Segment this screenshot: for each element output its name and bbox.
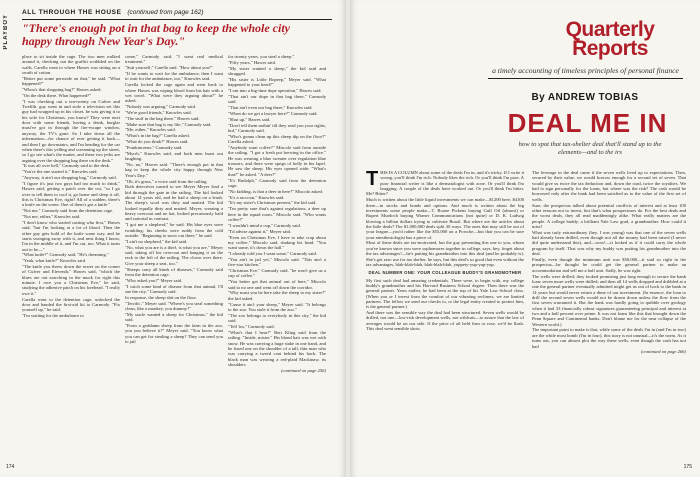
body-paragraph: "Shut up," Hawes said. xyxy=(228,116,271,122)
body-paragraph: "My sister wanted a sheep," the kid said and shrugged. xyxy=(228,65,326,77)
body-paragraph: "No, no," Hawes said. "There's enough pot in that bag to keep the whole city happy through New Year's Day." xyxy=(125,162,223,178)
body-paragraph: "Fifty years," Hawes said. xyxy=(228,59,277,65)
body-paragraph: The wells were drilled; they looked promising just long enough to secure the bank loan; seven more wells were drilled; and then all 14 wells dropped and dribbled at a rate the general partner eventually admitted might get us out of hock to the bank in 14 years but would never return a dime of our investment. (In essence, the loan to drill the second seven wells would not be drawn down unless the flow from the first seven warranted it. But the bank was hardly going to quibble over geology when it had 33 financially robust signatures guaranteeing principal and interest at two and a half percent over prime. It was not loans like this that brought down the Penn Square and Continental banks. Don't blame me for the near collapse of the Western world.) xyxy=(532,273,686,327)
body-paragraph: "You're the one started it," Knowles said. xyxy=(22,169,98,175)
body-paragraph: "Nobody was arguing," Carmody said. xyxy=(125,104,197,110)
body-paragraph: "Terrific," Meyer said. "Where's you steal something clean, like a monkey, you dummy?" xyxy=(125,300,223,311)
body-paragraph: "It's Rudolph," Carmody said from the detention cage. xyxy=(228,177,326,188)
body-paragraph: Much is written about the little liquid investments we can make—$1200 here, $4100 there—in stocks and bonds and options. And much is written about the big investments some people make—T. Boone Pickens buying Gulf Oil (almost) or Rupert Murdoch buying Warner Communications (not quite) or D. K. Ludwig blowing a billion dollars trying to cultivate Brazil. But where are the articles about the little deals? The $1,000,000 deals split 30 ways. The ones that may still be out of your league—you'd rather like the $55,000 on a Porsche—but that you can be sure your anesthesiologist has a piece of. xyxy=(366,197,524,240)
body-paragraph: for twenty years, you steal a sheep." xyxy=(228,54,295,59)
page-number-right: 175 xyxy=(683,464,692,470)
body-paragraph: "You better get that animal out of here," Miscolo said to no one and went off down the corridor. xyxy=(228,279,326,290)
department-title xyxy=(545,20,675,58)
body-paragraph: "I catch some kind of disease from that animal, I'll sue the city," Carmody said. xyxy=(125,283,223,294)
right-column-2 xyxy=(532,170,686,466)
body-paragraph: "Don't tell them nothin' till they read you your rights, kid," Carmody said. xyxy=(228,122,326,133)
body-paragraph: "My uncle wanted a sheep for Christmas," the kid said. xyxy=(125,311,223,323)
body-paragraph: "Me, either," Knowles said. xyxy=(125,127,176,133)
body-paragraph: Sure, the prospectus talked about potential conflicts of interest and at least 100 other reasons not to invest, but that's what prospectuses do. For the best deals and the worst deals, they all read maddeningly alike. What really matters are the people. A college buddy, a brilliant Yale Law grad, a grandmother. How could it miss? xyxy=(532,202,686,229)
drop-cap: T xyxy=(366,170,379,190)
body-paragraph: "No kidding, is that a deer in here?" Miscolo asked. xyxy=(228,188,323,194)
body-paragraph: "It's my sister's Christmas present," the kid said. xyxy=(228,200,317,206)
body-paragraph: "It was all over hell," Carmody said to the desk. xyxy=(22,163,111,169)
body-paragraph: "Myrrh," Knowles said, and both men burst out laughing. xyxy=(125,150,223,162)
body-paragraph: "Who's gonna clean up this sheep dip on the floor?" Carella asked. xyxy=(228,133,326,145)
body-paragraph: "Cause it ain't your sheep," Meyer said. "It belongs to the zoo. You stole it from the zoo." xyxy=(228,301,326,312)
body-paragraph: And there was the sensible way the deal had been structured. Seven wells would be drilled, not one—low-risk development wells, not wildcats—to assure that the law of averages would be on our side. If the price of oil held firm or rose, we'd be flush. This deal went sensible shots. xyxy=(366,310,524,332)
body-paragraph: "Not me," Carmody said from the detention cage. xyxy=(22,208,114,214)
body-paragraph: "That ain't our dope in that bag there," Carmody said. xyxy=(228,93,326,105)
body-paragraph: "You ain't in jail yet," Miscolo said. "This ain't a five-star kitchen." xyxy=(228,256,326,268)
right-page xyxy=(350,0,700,477)
right-column-1 xyxy=(366,170,524,466)
body-paragraph: In response, the sheep shit on the floor. xyxy=(125,294,197,300)
body-paragraph: place to sit inside the cage. The two men walked around it, checking out the graffiti scribbled on the walls. Carella went to where Hawes was sitting on a swath of cotton. xyxy=(22,54,120,76)
body-paragraph: "I figure it's just two guys had too much to drink," Hawes said, getting a patch over the cut, "so I go over to tell them to cool it, go home and sleep it off, this is Christmas Eve, right? All of a sudden, there's a knife on the scene. One of them's got a knife." xyxy=(22,180,120,208)
byline: By ANDREW TOBIAS xyxy=(531,92,639,103)
body-paragraph: "I got me a shepherd," he said. His blue eyes were twinkling; his cheeks were ruddy from the cold outside. "Beginning to snow out there," he said. xyxy=(125,222,223,238)
body-paragraph: "Better put some peroxide on that," he said. "What happened?" xyxy=(22,75,120,87)
body-paragraph: "I ain't no shepherd," the kid said. xyxy=(125,238,188,244)
pull-quote: "There's enough pot in that bag to keep the whole city happy through New Year's Day." xyxy=(22,21,291,48)
body-paragraph: "If he wants to wait for the ambulance, then I want to wait for the ambulance, too," Knowles said. xyxy=(125,71,223,82)
body-paragraph xyxy=(366,170,524,197)
headline: DEAL ME IN xyxy=(507,108,668,138)
tagline-rule xyxy=(488,78,683,79)
body-paragraph: "That ain't even our bag there," Knowles said. xyxy=(228,105,313,111)
left-page xyxy=(0,0,346,477)
body-paragraph: "We're good friends," Knowles said. xyxy=(125,109,192,115)
body-paragraph: "I'd advise against it," Meyer said. xyxy=(228,228,292,234)
body-paragraph: "I was checking out a ten-twenty on Culver and Twelfth, guy went in and stole a television set this guy had wrapped up in his closet, he was giving it to his wife for Christmas, you know? They were next door with some friends, having a drink, burglar must've got in through the fire-escape window, anyway, the TV's gone. So I take down all the information—for chance of ever getting it back—and then I go downstairs, and I'm heading for the car when there's this yelling and screaming up the street, so I go see what's the matter, and these two jerks are arguing over the shopping bag there on the desk." xyxy=(22,98,120,163)
body-paragraph: "The zoo belongs to everybody in this city," the kid said. xyxy=(228,312,326,324)
running-head xyxy=(22,9,204,16)
page-number-left: 174 xyxy=(6,464,15,470)
left-column-3 xyxy=(228,54,326,466)
body-paragraph: "I'm pretty sure that's against regulations, a deer up here in the squad room," Miscolo said. "Who wants coffee?" xyxy=(228,206,326,222)
body-paragraph: come," Carmody said. "I want real medical treatment." xyxy=(125,54,223,65)
body-paragraph: "Who asked you?" Meyer said. xyxy=(125,277,183,283)
body-paragraph: "I ran into a big-time dope operation," Hawes said. xyxy=(228,88,322,94)
section-subhead: DEAL NUMBER ONE: YOUR COLLEAGUE BUDDY'S GRANDMOTHER xyxy=(368,270,522,276)
body-paragraph: "Sheeps carry all kinds of diseases," Carmody said from the detention cage. xyxy=(125,266,223,277)
body-paragraph: "No, what you are is a thief, is what you are," Meyer said, taking off his overcoat and hanging it on the rack to the left of the railing. The clown over there. Give your sheep a seat, too." xyxy=(125,244,223,266)
body-paragraph: "Yeah, what knife?" Knowles said. xyxy=(22,258,87,264)
body-paragraph: "Whoa's that shopping bag?" Hawes asked. xyxy=(22,87,102,93)
head-rule xyxy=(22,19,332,20)
body-paragraph: "The knife you threw down the sewer on the corner of Culver and Eleventh," Hawes said, "which the blues are out searching in the muck for right this minute. I owe you a Christmas Eve," he said, studying the adhesive patch on his forehead. "I really owe it." xyxy=(22,264,120,296)
body-paragraph: Both detectives turned to see Meyer Meyer lead a kid through the gate in the railing. The kid looked about 14 years old, and he had a sheep on a leash. The sheep's wool was dirty and matted. The kid looked equally dirty and matted. Meyer, wearing a heavy overcoat and no hat, looked precariously bald and sartorial in contrast. xyxy=(125,184,223,222)
body-paragraph: "Tell 'im," Carmody said. xyxy=(228,324,275,329)
body-paragraph: "What knife?" Carmody said. "He's dreaming." xyxy=(22,252,109,258)
department-title-line-1: Quarterly xyxy=(565,18,655,41)
body-paragraph: "What do you think?" Hawes said. xyxy=(125,139,189,145)
department-tagline: a timely accounting of timeless principles of personal finance xyxy=(492,66,679,75)
continued-on: (continued on page 266) xyxy=(640,349,686,355)
body-paragraph: "What's in the bag?" Carella asked. xyxy=(125,133,190,139)
body-paragraph: "What's that I hear?" Bert Kling said from the railing. "Inside, mister." His blond hair was wet with snow. He was carrying a huge stake in one hand, and he fused one on the shoulder of a tall, thin man who was carrying a tweed coat behind his back. The black man was wearing a red-plaid Mackinaw, its shoulders xyxy=(228,329,326,367)
body-paragraph: Carella went to the detention cage, unlocked the door and handed the first-aid kit to Carmody. "Fix yourself up," he said. xyxy=(22,296,120,313)
body-paragraph: "Oh, it's grass," a voice said from the railing. xyxy=(125,178,208,184)
body-paragraph: "Not me, either," Knowles said. xyxy=(22,213,81,219)
body-paragraph: "Anyway, it ain't our shopping bag," Carmody said. xyxy=(22,175,117,181)
body-paragraph: "I already told you I want some," Carmody said. xyxy=(228,251,317,257)
body-paragraph: Finally, even though the minimum unit was $50,000—it said so right in the prospectus—he thought he could get the general partner to make an accommodation and sell me a half unit. Sadly, he was right. xyxy=(532,257,686,273)
continued-on: (continued on page 256) xyxy=(280,367,326,373)
magazine-side-label: PLAYBOY xyxy=(3,14,9,50)
body-paragraph: "The stuff in the bag there," Hawes said. xyxy=(125,115,200,121)
body-paragraph: "On the desk there. What happened?" xyxy=(22,92,91,98)
body-paragraph: "I'm waiting for the ambulance to xyxy=(22,313,84,319)
body-paragraph: Most of these deals are tax-motivated, but the guy presenting this one to you, whom you've known since you were sophomores together in college, says, hey, forget about the tax advantages!—he's putting his grandmother into this deal (and he probably is). She's got zero use for tax shelter, he says, but this deal's so good that even without the tax advantages, blah-blah-blah, blah-blah-blah, yuppety-yup-yup-yup. xyxy=(366,240,524,267)
body-paragraph: "Even on Christmas Eve, I have to take crap about my coffee," Miscolo said, shaking his head. "You want some, it's down the hall." xyxy=(228,234,326,251)
body-paragraph: "Why must you be here take the sheep to my sister?" the kid asked. xyxy=(228,290,326,301)
body-paragraph: My first such deal had amazing credentials. There were, to begin with, my college buddy's grandmother and his Harvard Business School degree. Then there was the general partner. Years earlier, he had been at the top of his Yale Law School class. (When you or I invest from the comfort of our vibrating recliners, we are limited partners. The fellow we send our checks to, or the legal entity created to protect him, is the general partner.) xyxy=(366,277,524,310)
left-column-2 xyxy=(125,54,223,466)
continued-from: (continued from page 162) xyxy=(127,9,204,16)
lead-text: HIS IS A COLUMN about some of the deals I'm in, and it's tricky. If I write it wrong, you'll think I'm rich. Nobody likes the rich. Or you'll think I'm poor. A poor financial writer is like a dermatologist with acne. Or you'll think I'm bragging. A couple of the deals have worked out. Or you'll think I'm bitter. Me? Bitter? xyxy=(366,170,524,197)
body-paragraph: "Christmas Eve," Carmody said, "he won't give us a cup of coffee." xyxy=(228,268,326,279)
deck: how to spot that tax-shelter deal that'll stand up to the elements—and to the irs xyxy=(518,141,662,156)
body-paragraph: "Anybody want coffee?" Miscolo said from outside the railing. "I got a fresh pot brewing in the office." He was wearing a blue sweater over regulation blue trousers, and there were sprigs of holly in his lapel. He saw the sheep. His eyes opened wide. "What's that?" he asked. "A deer?" xyxy=(228,145,326,177)
body-paragraph: The important point to make is that, while some of the deals I'm in (and I'm in two) are the while most bomb (I'm in four), this story is not unusual—it's the norm. As it turns out, you can almost plot the way these wells, even though the cash has not had xyxy=(532,327,686,349)
department-title-line-2: Reports xyxy=(572,37,648,60)
body-paragraph: What was truly extraordinary (hey, I was young) was that one of the seven wells had already been drilled, even though not all the money had been raised (I never did quite understand this), and—wow!—it looked as if it could carry the whole program by itself. That was why my buddy was putting his grandmother into the deal. xyxy=(532,229,686,257)
body-paragraph: "It's a raccoon," Knowles said. xyxy=(228,194,285,200)
body-paragraph: "I wouldn't mind a cup," Carmody said. xyxy=(228,222,301,228)
body-paragraph: "Make sure that bag is my life," Carmody said. xyxy=(125,121,212,127)
body-paragraph: Carella locked the cage again and went back to where Hawes was wiping blood from his hair with a wet towel. "What were they arguing about?" he asked. xyxy=(125,82,223,104)
section-title: ALL THROUGH THE HOUSE xyxy=(22,9,122,16)
body-paragraph: "I don't know who started cutting who first," Hawes said, "but I'm looking at a lot of blood. Then the other guy gets hold of the knife some way, and he starts swinging away with it, and next thing I know, I'm in the middle of it, and I'm cut, too. What it turns out to be—" xyxy=(22,219,120,252)
body-paragraph: "Frankincense," Carmody said. xyxy=(125,145,183,150)
body-paragraph: The leverage in the deal came if the seven wells lived up to expectations. Then, secured by their value, we would borrow enough for a second set of seven. That would give us twice the tax deduction and, down the road, twice the royalties. We had to sign personally for the loans, but where was the risk? The cash would be borrowed only after the bank had been satisfied as to the value of the first set of wells. xyxy=(532,170,686,202)
left-column-1 xyxy=(22,54,120,466)
body-paragraph: "His sister is Little Bopeep," Meyer said. "What happened to your head?" xyxy=(228,76,326,88)
body-paragraph: "Suit yourself," Carella said. "How about you?" xyxy=(125,65,213,71)
body-paragraph: "When do we get a lawyer here?" Carmody said. xyxy=(228,110,318,116)
body-paragraph: "From a goddamn sheep from the farm in the zoo, you you believe it?" Meyer said. "You know what you can get for stealing a sheep? They can send you to jail xyxy=(125,323,223,345)
